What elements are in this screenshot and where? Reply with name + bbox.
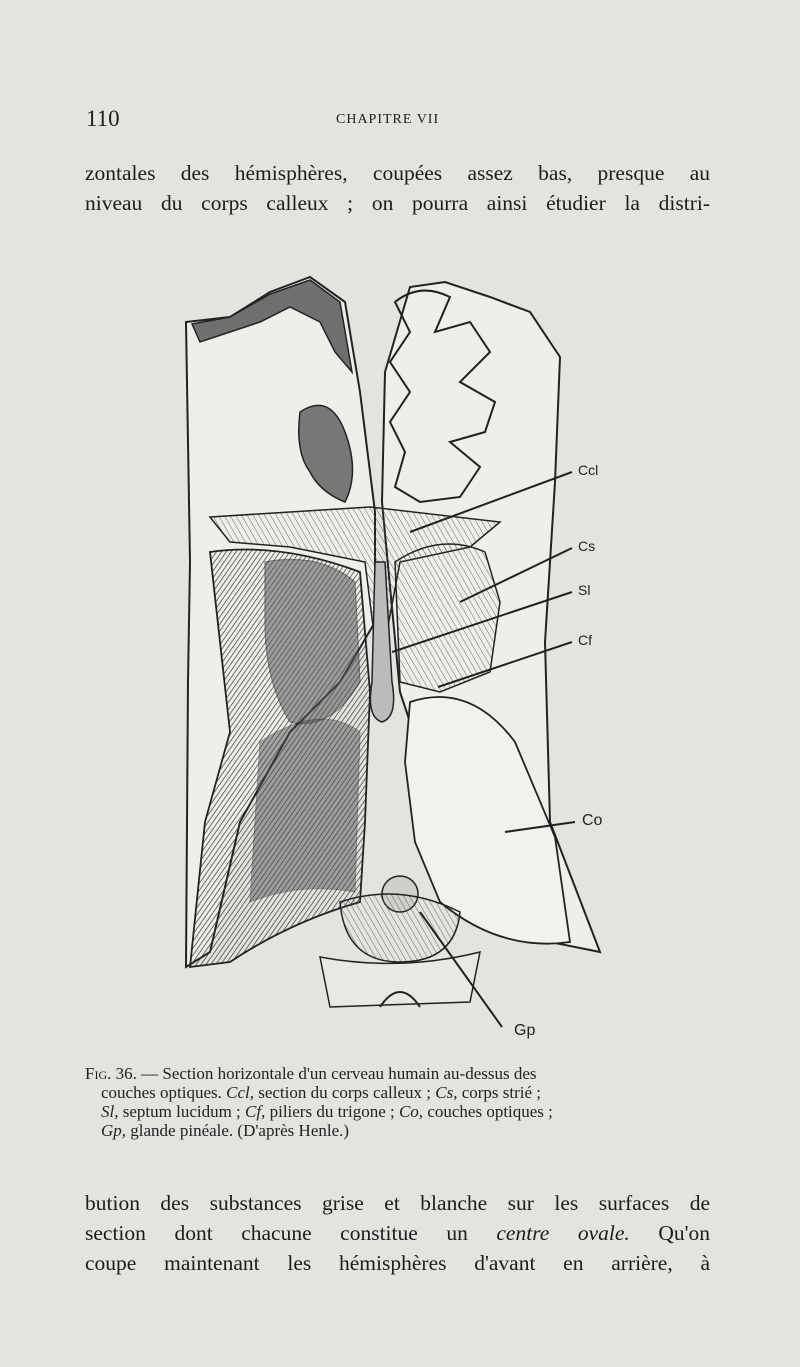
caption-line-2: couches optiques. Ccl, section du corps calleux ; Cs, corps strié ;	[101, 1083, 542, 1102]
label-cf: Cf	[578, 632, 592, 648]
text-line: bution des substances grise et blanche sur les surfaces de	[85, 1191, 710, 1215]
text-line: coupe maintenant les hémisphères d'avant en arrière, à	[85, 1251, 710, 1275]
leader-cf	[438, 642, 572, 687]
page-number: 110	[86, 106, 120, 131]
text-line: zontales des hémisphères, coupées assez bas, presque au	[85, 161, 710, 185]
text-line: section dont chacune constitue un centre ovale. Qu'on	[85, 1221, 710, 1245]
label-leader-lines	[170, 262, 630, 1062]
caption-line-3: Sl, septum lucidum ; Cf, piliers du trigone ; Co, couches optiques ;	[101, 1102, 553, 1121]
brain-section-figure	[170, 262, 630, 1062]
body-text-bottom	[85, 1188, 710, 1278]
leader-ccl	[410, 472, 572, 532]
leader-gp	[420, 912, 502, 1027]
label-ccl: Ccl	[578, 462, 599, 478]
body-text-top	[85, 158, 710, 218]
label-co: Co	[582, 812, 603, 829]
caption-line-1: Fig. 36. — Section horizontale d'un cerveau humain au-dessus des	[85, 1064, 537, 1083]
label-gp: Gp	[514, 1022, 536, 1039]
leader-cs	[460, 548, 572, 602]
label-cs: Cs	[578, 538, 596, 554]
running-head: CHAPITRE VII	[336, 112, 440, 127]
figure-number: Fig. 36.	[85, 1064, 137, 1083]
leader-co	[505, 822, 575, 832]
figure-caption	[85, 1064, 707, 1140]
text-line: niveau du corps calleux ; on pourra ainsi étudier la distri-	[85, 191, 710, 215]
leader-sl	[392, 592, 572, 652]
label-sl: Sl	[578, 582, 591, 598]
caption-line-4: Gp, glande pinéale. (D'après Henle.)	[101, 1121, 350, 1140]
